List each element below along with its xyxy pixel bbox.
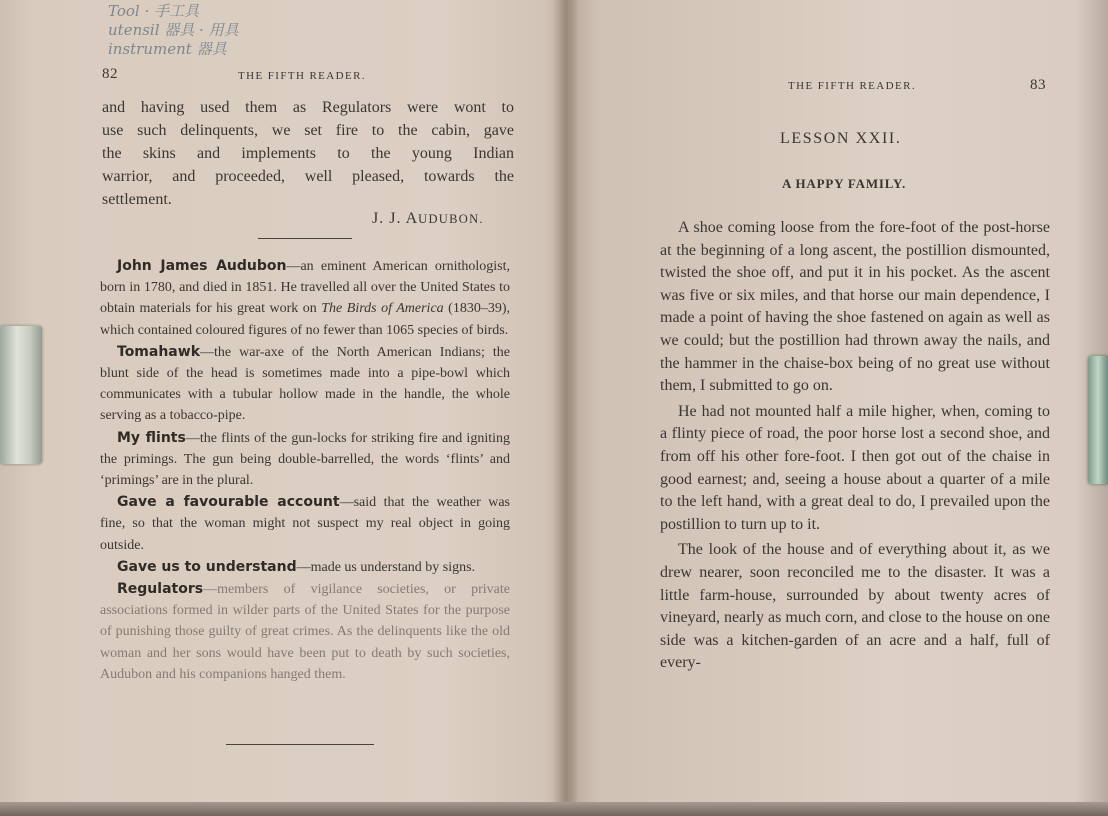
paragraph: The look of the house and of everything about it, as we drew nearer, soon reconciled me to the disaster. It was a little farm-house, surrounded by about twenty acres of vineyard, nearly as much corn, and close to the house on one side was a kitchen-garden of an acre and a half, full of every-	[660, 541, 1050, 672]
signature-initials: J. J. A	[372, 210, 419, 227]
page-clip-right	[1088, 356, 1108, 484]
note-text: —said that the weather was fine, so that the woman might not suspect my real object in going outside.	[100, 495, 510, 553]
note-term: John James Audubon	[117, 258, 287, 274]
book-title: The Birds of America	[321, 301, 444, 317]
note-tomahawk	[100, 342, 510, 427]
note-term: Gave a favourable account	[117, 494, 340, 511]
note-understand	[100, 557, 510, 578]
note-term: My flints	[117, 429, 186, 446]
note-regulators	[100, 579, 510, 685]
note-text: —members of vigilance societies, or private associations formed in wilder parts of the United States for the purpose of punishing those guilty of great crimes. As the delinquents like the old woman and her sons would have been put to death by such societies, Audubon and his companions hanged them.	[100, 582, 510, 682]
paragraph: He had not mounted half a mile higher, when, coming to a flinty piece of road, the poor horse lost a second shoe, and from off his other fore-foot. I then got out of the chaise in good earnest; and, seeing a house about a quarter of a mile to the left hand, with a great deal to do, I prevailed upon the postillion to turn up to it.	[660, 402, 1050, 533]
page-number-left: 82	[102, 66, 118, 82]
running-head-left: THE FIFTH READER.	[238, 70, 366, 82]
note-flints	[100, 428, 510, 492]
note-text: —the flints of the gun-locks for striking fire and igniting the primings. The gun being double-barrelled, the words ‘flints’ and ‘primings’ are in the plural.	[100, 430, 510, 489]
text-line: settlement.	[102, 191, 172, 208]
text-line: the skins and implements to the young Indian	[102, 145, 514, 162]
handwriting-line: utensil 器具 · 用具	[108, 21, 239, 39]
explanatory-notes	[100, 256, 510, 686]
note-account	[100, 492, 510, 556]
section-divider	[226, 744, 374, 745]
note-term: Gave us to understand	[117, 558, 297, 575]
page-number-right: 83	[1030, 77, 1046, 93]
right-body-text	[660, 217, 1050, 678]
section-divider	[258, 238, 352, 239]
handwritten-annotation	[108, 2, 239, 59]
note-text: —made us understand by signs.	[296, 559, 476, 575]
author-signature	[372, 210, 484, 228]
handwriting-line: instrument 器具	[108, 40, 227, 58]
note-term: Tomahawk	[117, 343, 201, 360]
signature-surname: UDUBON.	[418, 212, 484, 226]
left-body-text	[102, 96, 514, 211]
running-head-right: THE FIFTH READER.	[788, 80, 916, 92]
text-line: warrior, and proceeded, well pleased, towards the	[102, 168, 514, 185]
note-text: (1830–39), which contained coloured figures of no fewer than 1065 species of birds.	[100, 301, 511, 338]
note-text: —the war-axe of the North American Indians; the blunt side of the head is sometimes made into a pipe-bowl which communicates with a tubular hollow made in the handle, the whole serving as a tobacco-pipe.	[100, 344, 510, 424]
text-line: use such delinquents, we set fire to the cabin, gave	[102, 122, 514, 139]
paragraph: A shoe coming loose from the fore-foot of the post-horse at the beginning of a long ascent, the postillion dismounted, twisted the shoe off, and put it in his pocket. As the ascent was five or six miles, and that horse our main dependence, I made a point of having the shoe fastened on again as well as we could; but the postillion had thrown away the nails, and the hammer in the chaise-box being of no great use without them, I submitted to go on.	[660, 219, 1050, 395]
note-term: Regulators	[117, 581, 204, 598]
lesson-number: LESSON XXII.	[780, 130, 902, 147]
lesson-title: A HAPPY FAMILY.	[782, 176, 907, 191]
text-line: and having used them as Regulators were wont to	[102, 99, 514, 116]
note-text: —an eminent American ornithologist, born in 1780, and died in 1851. He travelled all over the United States to obtain materials for his great work on	[100, 259, 510, 317]
handwriting-line: Tool · 手工具	[108, 2, 200, 20]
note-audubon	[100, 256, 510, 341]
